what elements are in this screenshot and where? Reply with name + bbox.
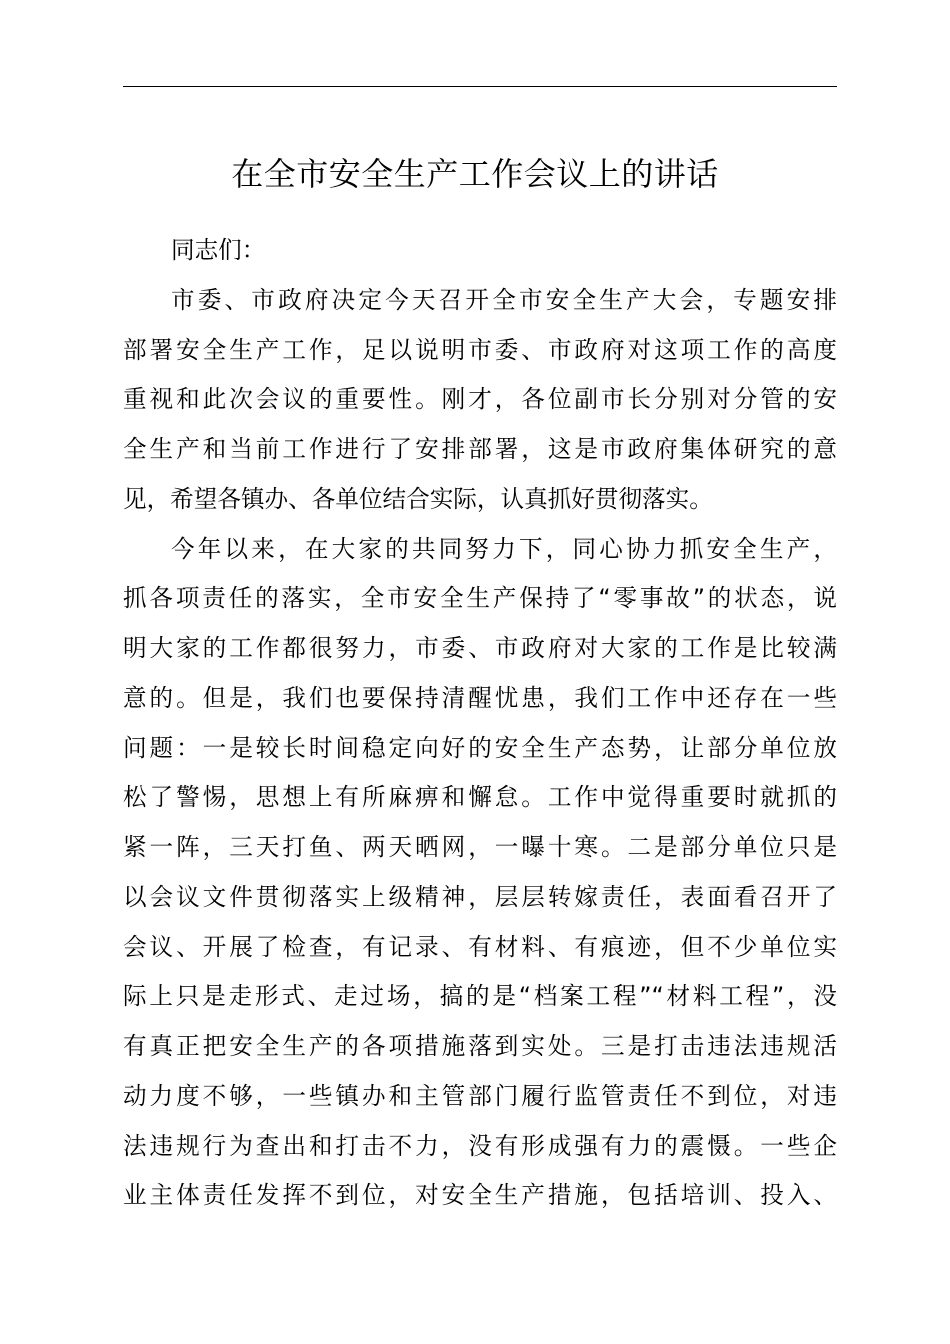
salutation: 同志们： [171,236,266,264]
text-line: 松了警惕，思想上有所麻痹和懈怠。工作中觉得重要时就抓的 [123,783,837,812]
paragraph-1 [123,276,837,525]
text-line: 市委、市政府决定今天召开全市安全生产大会，专题安排 [171,285,837,314]
text-line: 意的。但是，我们也要保持清醒忧患，我们工作中还存在一些 [123,683,837,712]
text-line: 动力度不够，一些镇办和主管部门履行监管责任不到位，对违 [123,1081,837,1110]
text-line: 际上只是走形式、走过场，搞的是“档案工程”“材料工程”，没 [123,982,837,1011]
text-line: 问题：一是较长时间稳定向好的安全生产态势，让部分单位放 [123,733,837,762]
text-line: 今年以来，在大家的共同努力下，同心协力抓安全生产， [171,534,837,563]
text-line: 部署安全生产工作，足以说明市委、市政府对这项工作的高度 [123,335,837,364]
text-line: 以会议文件贯彻落实上级精神，层层转嫁责任，表面看召开了 [123,882,837,911]
speech-body [123,226,837,1221]
text-line: 明大家的工作都很努力，市委、市政府对大家的工作是比较满 [123,634,837,662]
text-line: 全生产和当前工作进行了安排部署，这是市政府集体研究的意 [123,435,837,463]
text-line: 有真正把安全生产的各项措施落到实处。三是打击违法违规活 [123,1032,837,1060]
text-line: 业主体责任发挥不到位，对安全生产措施，包括培训、投入、 [123,1181,837,1210]
text-line: 抓各项责任的落实，全市安全生产保持了“零事故”的状态，说 [123,584,837,613]
header-rule [123,86,837,87]
text-line: 会议、开展了检查，有记录、有材料、有痕迹，但不少单位实 [123,932,837,961]
paragraph-2 [123,525,837,1222]
text-line: 见，希望各镇办、各单位结合实际，认真抓好贯彻落实。 [123,484,713,513]
text-line: 重视和此次会议的重要性。刚才，各位副市长分别对分管的安 [123,385,837,414]
text-line: 法违规行为查出和打击不力，没有形成强有力的震慑。一些企 [123,1131,837,1160]
text-line: 紧一阵，三天打鱼、两天晒网，一曝十寒。二是部分单位只是 [123,833,837,861]
page-title: 在全市安全生产工作会议上的讲话 [231,155,719,193]
